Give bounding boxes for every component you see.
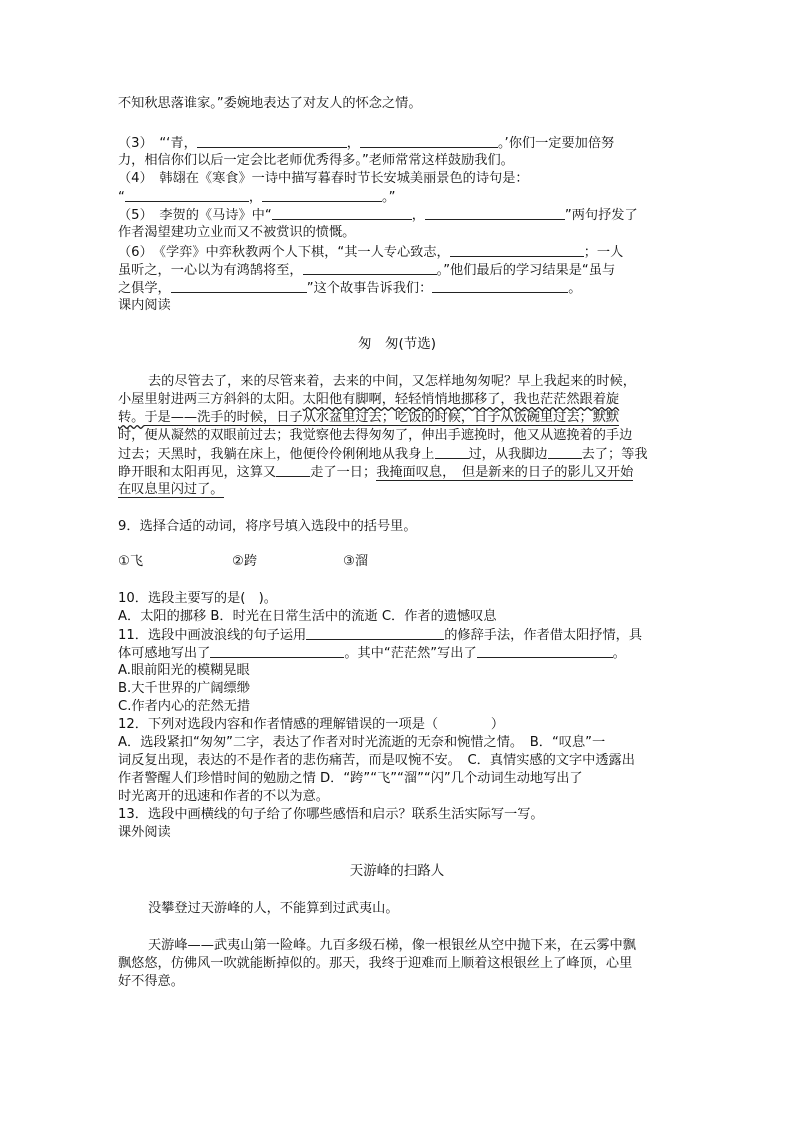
question-12-options-line: A．选段紧扣“匆匆”二字，表达了作者对时光流逝的无奈和惋惜之情。 B．“叹息”一 [118, 735, 606, 750]
question-10-options: A．太阳的挪移 B．时光在日常生活中的流逝 C．作者的遗憾叹息 [118, 609, 497, 624]
answer-blank[interactable] [306, 626, 444, 640]
question-3-line-2: 力，相信你们以后一定会比老师优秀得多。”老师常常这样鼓励我们。 [118, 153, 514, 168]
passage-line: 没攀登过天游峰的人，不能算到过武夷山。 [148, 901, 399, 916]
answer-blank[interactable] [210, 644, 344, 658]
passage-line: 过去；天黑时，我躺在床上，他便伶伶俐俐地从我身上 过，从我脚边 去了；等我 [118, 447, 648, 462]
passage-line: 飘悠悠，仿佛风一吹就能断掉似的。那天，我终于迎难而上顺着这根银丝上了峰顶，心里 [118, 956, 633, 971]
answer-blank[interactable] [303, 261, 437, 275]
question-5-line-2: 作者渴望建功立业而又不被赏识的愤慨。 [118, 225, 356, 240]
passage-line [118, 409, 619, 427]
passage-title: 匆 匆(节选) [357, 336, 437, 352]
question-9: 9．选择合适的动词，将序号填入选段中的括号里。 [118, 519, 417, 534]
passage-line [118, 481, 224, 499]
answer-blank[interactable] [171, 279, 307, 293]
passage-line: 睁开眼和太阳再见，这算又 走了一日；我掩面叹息， 但是新来的日子的影儿又开始 [118, 465, 634, 480]
question-5-line-1: （5） 李贺的《马诗》中“ ， ”两句抒发了 [118, 208, 638, 223]
answer-blank[interactable] [548, 445, 582, 459]
passage-line: 小屋里射进两三方斜斜的太阳。太阳他有脚啊，轻轻悄悄地挪移了，我也茫茫然跟着旋 [118, 392, 620, 407]
question-6-line-1: （6） 《学弈》中弈秋教两个人下棋，“其一人专心致志， ；一人 [118, 245, 624, 260]
question-11-option: A.眼前阳光的模糊晃眼 [118, 663, 250, 678]
answer-blank[interactable] [272, 206, 412, 220]
question-11-option: C.作者内心的茫然无措 [118, 699, 251, 714]
passage-line: 去的尽管去了，来的尽管来着，去来的中间，又怎样地匆匆呢？早上我起来的时候， [148, 374, 636, 389]
answer-blank[interactable] [197, 134, 347, 148]
answer-blank[interactable] [450, 243, 584, 257]
answer-blank[interactable] [276, 463, 310, 477]
passage-line: 时，便从凝然的双眼前过去；我觉察他去得匆匆了，伸出手遮挽时，他又从遮挽着的手边 [118, 428, 633, 443]
answer-blank[interactable] [432, 279, 568, 293]
question-11-line-1: 11．选段中画波浪线的句子运用 的修辞手法，作者借太阳抒情，具 [118, 628, 643, 643]
question-10: 10．选段主要写的是( )。 [118, 591, 277, 606]
question-9-option: ③溜 [343, 554, 369, 569]
passage-line: 天游峰——武夷山第一险峰。九百多级石梯，像一根银丝从空中抛下来，在云雾中飘 [148, 938, 636, 953]
answer-blank[interactable] [360, 134, 498, 148]
question-11-line-2: 体可感地写出了 。其中“茫茫然”写出了 。 [118, 646, 626, 661]
question-9-option: ①飞 [118, 554, 144, 569]
underlined-sentence: 在叹息里闪过了。 [118, 482, 224, 497]
answer-blank[interactable] [125, 188, 249, 202]
text-line: 不知秋思落谁家。”委婉地表达了对友人的怀念之情。 [118, 96, 422, 111]
question-3-line-1: （3） “‘青， ， 。’你们一定要加倍努 [118, 136, 615, 151]
question-12-options-line: 时光离开的迅速和作者的不以为意。 [118, 789, 329, 804]
question-6-line-3: 之俱学， ”这个故事告诉我们： 。 [118, 281, 582, 296]
section-heading: 课内阅读 [118, 298, 171, 313]
question-4-line-2: “ ， 。” [118, 190, 396, 205]
question-12: 12．下列对选段内容和作者情感的理解错误的一项是（ ） [118, 717, 505, 732]
answer-blank[interactable] [262, 188, 382, 202]
question-12-options-line: 词反复出现，表达的不是作者的悲伤痛苦，而是叹惋不安。 C．真情实感的文字中透露出 [118, 753, 635, 768]
question-6-line-2: 虽听之，一心以为有鸿鹄将至， 。”他们最后的学习结果是“虽与 [118, 263, 616, 278]
passage-line: 好不得意。 [118, 974, 184, 989]
answer-blank[interactable] [425, 206, 565, 220]
underlined-sentence: 于是——洗手的时候，日子从水盆里过去；吃饭的时候，日子从饭碗里过去；默默 [144, 410, 620, 425]
question-11-option: B.大千世界的广阔缥缈 [118, 681, 250, 696]
question-13: 13．选段中画横线的句子给了你哪些感悟和启示？联系生活实际写一写。 [118, 807, 544, 822]
wavy-underlined-sentence: 转。 [118, 410, 145, 425]
wavy-underlined-sentence: 太阳他有脚啊，轻轻悄悄地挪移了，我也茫茫然跟着旋 [302, 392, 620, 407]
answer-blank[interactable] [477, 644, 613, 658]
section-heading: 课外阅读 [118, 825, 171, 840]
passage-title: 天游峰的扫路人 [349, 863, 445, 879]
question-12-options-line: 作者警醒人们珍惜时间的勉励之情 D．“跨”“飞”“溜”“闪”几个动词生动地写出了 [118, 771, 583, 786]
answer-blank[interactable] [435, 445, 469, 459]
underlined-sentence: 我掩面叹息， 但是新来的日子的影儿又开始 [376, 465, 634, 480]
question-9-option: ②跨 [232, 554, 258, 569]
question-4-line-1: （4） 韩翃在《寒食》一诗中描写暮春时节长安城美丽景色的诗句是： [118, 171, 529, 186]
